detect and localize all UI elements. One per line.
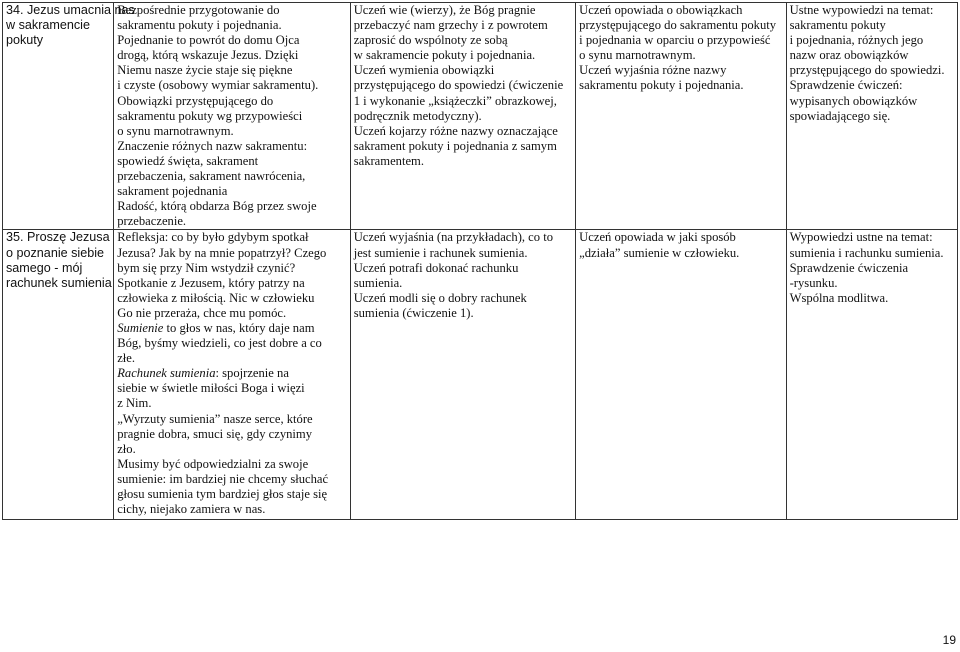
text-line: Ustne wypowiedzi na temat: bbox=[789, 3, 934, 17]
table-row bbox=[3, 230, 958, 520]
text-line: pokuty bbox=[6, 33, 44, 48]
text-line: drogą, którą wskazuje Jezus. Dzięki bbox=[117, 48, 299, 63]
text-line: Uczeń opowiada o obowiązkach bbox=[579, 3, 743, 17]
text-line: samego - mój bbox=[6, 260, 83, 275]
text-line: przebaczenie. bbox=[117, 214, 187, 229]
text-line: Pojednanie to powrót do domu Ojca bbox=[117, 33, 300, 48]
text-line: o synu marnotrawnym. bbox=[579, 48, 696, 63]
assessment-cell bbox=[786, 3, 957, 230]
text-line: i pojednania w oparciu o przypowieść bbox=[579, 33, 771, 48]
text-line: bym się przy Nim wstydził czynić? bbox=[117, 260, 296, 275]
text-line: Wspólna modlitwa. bbox=[789, 290, 889, 305]
text-line: Sprawdzenie ćwiczenia bbox=[789, 260, 909, 275]
text-line: Uczeń opowiada w jaki sposób bbox=[579, 230, 736, 245]
text-line: Uczeń modli się o dobry rachunek bbox=[353, 290, 527, 305]
text-line: Uczeń wyjaśnia różne nazwy bbox=[579, 63, 727, 78]
text-line: z Nim. bbox=[117, 396, 152, 411]
text-line: rachunek sumienia bbox=[6, 275, 112, 290]
text-line: pragnie dobra, smuci się, gdy czynimy bbox=[117, 426, 313, 441]
page-number: 19 bbox=[942, 633, 956, 647]
text-line: sakramentu pokuty bbox=[789, 18, 886, 33]
text-line: przebaczyć nam grzechy i z powrotem bbox=[353, 18, 548, 33]
text-line: Jezusa? Jak by na mnie popatrzył? Czego bbox=[117, 245, 327, 260]
text-line: i czyste (osobowy wymiar sakramentu). bbox=[117, 78, 319, 93]
text-line: nazw oraz obowiązków bbox=[789, 48, 909, 63]
text-line: sakramentem. bbox=[353, 153, 424, 168]
text-line: sumienia. bbox=[353, 275, 403, 290]
text-line: przebaczenia, sakrament nawrócenia, bbox=[117, 169, 306, 184]
requirements-extended-cell bbox=[576, 3, 786, 230]
requirements-extended-cell bbox=[576, 230, 786, 520]
text-line: o poznanie siebie bbox=[6, 245, 105, 260]
text-line: w sakramencie pokuty i pojednania. bbox=[353, 48, 536, 63]
text-line: i pojednania, różnych jego bbox=[789, 33, 924, 48]
text-line: Bezpośrednie przygotowanie do bbox=[117, 3, 280, 17]
text-line: Sprawdzenie ćwiczeń: bbox=[789, 78, 903, 93]
text-line: sakramentu pokuty i pojednania. bbox=[579, 78, 744, 93]
text-line: Uczeń kojarzy różne nazwy oznaczające bbox=[353, 123, 558, 138]
content-cell bbox=[114, 230, 350, 520]
text-line: Radość, którą obdarza Bóg przez swoje bbox=[117, 199, 317, 214]
topic-cell bbox=[3, 230, 114, 520]
text-line: Uczeń wyjaśnia (na przykładach), co to bbox=[353, 230, 554, 245]
text-line: sumienia i rachunku sumienia. bbox=[789, 245, 944, 260]
text-line: cichy, niejako zamiera w nas. bbox=[117, 502, 266, 517]
requirements-basic-cell bbox=[350, 230, 575, 520]
text-line: Niemu nasze życie staje się piękne bbox=[117, 63, 293, 78]
text-line: sumienie: im bardziej nie chcemy słuchać bbox=[117, 471, 329, 486]
text-line: „działa” sumienie w człowieku. bbox=[579, 245, 740, 260]
text-line: w sakramencie bbox=[6, 18, 90, 33]
text-line: Obowiązki przystępującego do bbox=[117, 93, 274, 108]
text-line: Rachunek sumienia: spojrzenie na bbox=[117, 366, 289, 381]
text-line: o synu marnotrawnym. bbox=[117, 123, 234, 138]
text-line: Znaczenie różnych nazw sakramentu: bbox=[117, 138, 308, 153]
text-line: człowieka z miłością. Nic w człowieku bbox=[117, 290, 315, 305]
text-line: zło. bbox=[117, 441, 136, 456]
text-line: głosu sumienia tym bardziej głos staje się bbox=[117, 487, 328, 501]
text-line: 1 i wykonanie „książeczki” obrazkowej, bbox=[353, 93, 557, 108]
content-cell bbox=[114, 3, 350, 230]
text-line: Sumienie to głos w nas, który daje nam bbox=[117, 320, 315, 335]
text-line: sakramentu pokuty i pojednania. bbox=[117, 18, 282, 33]
text-line: złe. bbox=[117, 351, 136, 366]
text-line: „Wyrzuty sumienia” nasze serce, które bbox=[117, 411, 313, 426]
text-line: Refleksja: co by było gdybym spotkał bbox=[117, 230, 309, 245]
text-line: podręcznik metodyczny). bbox=[353, 108, 482, 123]
text-line: 34. Jezus umacnia nas bbox=[6, 3, 135, 17]
text-line: Spotkanie z Jezusem, który patrzy na bbox=[117, 275, 305, 290]
text-line: spowiedź święta, sakrament bbox=[117, 153, 259, 168]
text-line: jest sumienie i rachunek sumienia. bbox=[353, 245, 528, 260]
text-line: spowiadającego się. bbox=[789, 108, 891, 123]
text-line: Musimy być odpowiedzialni za swoje bbox=[117, 456, 309, 471]
text-line: 35. Proszę Jezusa bbox=[6, 230, 110, 245]
text-line: zaprosić do wspólnoty ze sobą bbox=[353, 33, 508, 48]
text-line: wypisanych obowiązków bbox=[789, 93, 918, 108]
text-line: -rysunku. bbox=[789, 275, 838, 290]
text-line: sumienia (ćwiczenie 1). bbox=[353, 305, 474, 320]
topic-cell bbox=[3, 3, 135, 230]
text-line: siebie w świetle miłości Boga i więzi bbox=[117, 381, 305, 396]
text-line: sakrament pokuty i pojednania z samym bbox=[353, 138, 557, 153]
text-line: Bóg, byśmy wiedzieli, co jest dobre a co bbox=[117, 336, 322, 351]
text-line: sakrament pojednania bbox=[117, 184, 228, 199]
text-line: Uczeń potrafi dokonać rachunku bbox=[353, 260, 519, 275]
table-row bbox=[3, 3, 958, 230]
text-line: Uczeń wie (wierzy), że Bóg pragnie bbox=[353, 3, 536, 17]
text-line: przystępującego do spowiedzi (ćwiczenie bbox=[353, 78, 564, 93]
text-line: Uczeń wymienia obowiązki bbox=[353, 63, 495, 78]
text-line: Wypowiedzi ustne na temat: bbox=[789, 230, 933, 245]
text-line: sakramentu pokuty wg przypowieści bbox=[117, 108, 303, 123]
text-line: przystępującego do sakramentu pokuty bbox=[579, 18, 777, 33]
assessment-cell bbox=[786, 230, 957, 520]
lesson-plan-table bbox=[2, 2, 958, 520]
text-line: Go nie przeraża, chce mu pomóc. bbox=[117, 305, 287, 320]
requirements-basic-cell bbox=[350, 3, 575, 230]
text-line: przystępującego do spowiedzi. bbox=[789, 63, 945, 78]
